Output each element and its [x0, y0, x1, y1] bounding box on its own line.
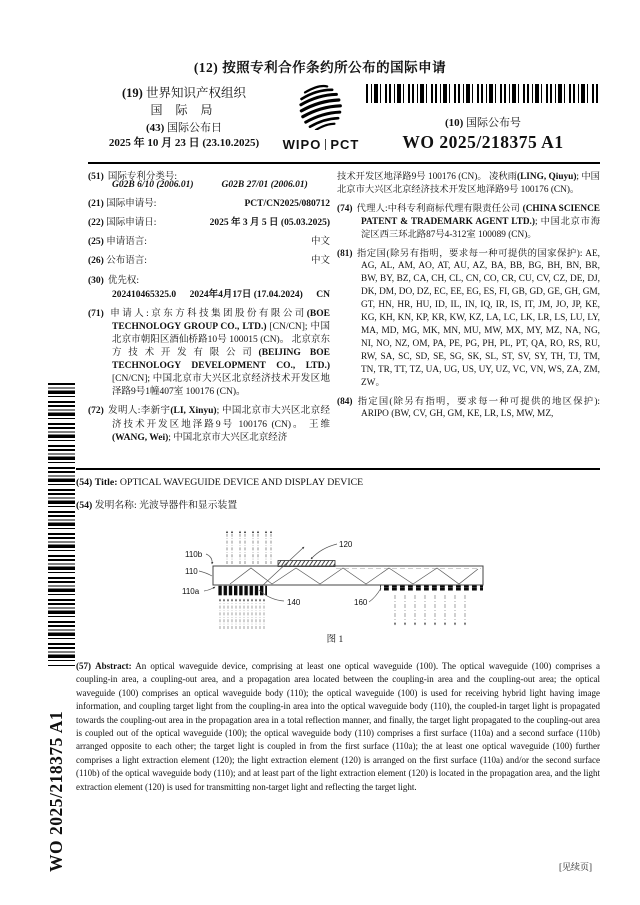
org-block	[84, 85, 284, 151]
agent-address: ; 中国北京市海淀区西三环北路87号4-312室 100089 (CN)。	[361, 216, 600, 240]
ipc-class-1: G02B 6/10 (2006.01)	[112, 180, 194, 191]
org-name-line	[84, 85, 284, 102]
pub-lang-value: 中文	[310, 256, 330, 267]
pub-no-value: WO 2025/218375 A1	[402, 132, 564, 152]
pub-lang-label-line	[88, 255, 147, 268]
pub-lang-label: 公布语言:	[106, 256, 147, 267]
figure-caption: 图 1	[326, 635, 344, 645]
waveguide-body	[213, 566, 483, 585]
field-application-number	[88, 198, 330, 211]
field-inventors	[88, 405, 330, 444]
label-160: 160	[354, 598, 368, 607]
wipo-logo-icon	[293, 84, 349, 130]
field-number-57: (57)	[76, 661, 91, 671]
designated-regions-label: 指定国(除另有指明，要求每一种可提供的地区保护):	[356, 396, 600, 407]
biblio-column-left	[88, 171, 330, 451]
field-agent	[337, 203, 600, 242]
abstract-text: An optical waveguide device, comprising at least one optical waveguide (100). The optical waveguide (100) comprises a coupling-in area, a coupling-out area, and a propagation area located between the coupling-in area and the coupling-out area; the optical waveguide (100) comprises an optical waveguide body (110); the optical waveguide (100) is used for receiving hybrid light having image information, and coupling target light from the coupling-in area into the optical waveguide body (110), the coupled-in target light is propagated towards the coupling-out area in the propagation area in a total reflection manner, and finally, the target light propagated to the coupling-out area is coupled out of the optical waveguide (100); the optical waveguide body (110) comprises a first surface (110a) and a second surface (110b) arranged opposite to each other; the target light is coupled in from the first surface (110a); the at least one optical waveguide (100) further comprises a light extraction element (120); the light extraction element (120) is arranged on the first surface (110a) and/or the second surface (110b) of the optical waveguide body (110); and at least part of the light extraction element (120) is located in the propagation area, and the light extraction element (120) is used for transmitting non-target light and reflecting the target light.	[76, 661, 600, 792]
label-120: 120	[339, 540, 353, 549]
field-number-10: (10)	[444, 117, 464, 129]
ipc-label: 国际专利分类号:	[107, 172, 177, 182]
doc-kind-text: 按照专利合作条约所公布的国际申请	[222, 60, 447, 75]
field-number-30: (30)	[88, 275, 104, 286]
inventor-name-en-2: (WANG, Wei)	[112, 432, 169, 443]
priority-country: CN	[316, 289, 330, 300]
designated-regions-list: ARIPO (BW, CV, GH, GM, KE, LR, LS, MW, MZ,	[361, 409, 554, 420]
field-designated-regions	[337, 396, 600, 422]
input-light-rays-bottom	[220, 599, 264, 629]
logo-pct-text: PCT	[330, 137, 360, 152]
output-light-rays	[395, 595, 465, 625]
title-divider	[76, 468, 600, 470]
field-number-26: (26)	[88, 256, 104, 267]
title-chinese-line	[76, 497, 600, 511]
field-number-51: (51)	[88, 172, 104, 182]
transmitted-light-rays-top	[227, 531, 271, 564]
pub-date-label-line	[84, 121, 284, 136]
label-140: 140	[287, 598, 301, 607]
inventor-name-zh-1: 李新宇	[140, 406, 171, 417]
field-number-84: (84)	[337, 396, 353, 407]
biblio-column-right	[337, 171, 600, 427]
agent-label: 代理人:	[356, 203, 388, 214]
filing-lang-label-line	[88, 236, 147, 249]
priority-number: 202410465325.0	[112, 289, 177, 300]
field-number-74: (74)	[337, 203, 353, 214]
logo-wordmark	[278, 137, 364, 152]
filing-date-value: 2025 年 3 月 5 日 (05.03.2025)	[209, 218, 330, 229]
field-number-72: (72)	[88, 406, 104, 417]
filing-lang-value: 中文	[310, 237, 330, 248]
field-filing-date	[88, 217, 330, 230]
agent-name-en: (CHINA SCIENCE PATENT & TRADEMARK AGENT LTD.)	[361, 203, 600, 227]
abstract-label: Abstract:	[95, 661, 132, 671]
field-number-81: (81)	[337, 248, 353, 259]
inventor-address-1: ; 中国北京市大兴区北京经济技术开发区地泽路9号 100176 (CN)。 王维	[112, 406, 330, 430]
inventor-name-en-3: (LING, Qiuyu)	[516, 172, 577, 182]
field-number-43: (43)	[145, 122, 165, 135]
title-zh-label: 发明名称:	[94, 500, 137, 511]
priority-values	[88, 289, 330, 302]
inventor-cont-address: 技术开发区地泽路9号 100176 (CN)。 凌秋雨	[337, 172, 517, 182]
org-bureau: 国 际 局	[150, 102, 218, 117]
filing-date-label-line	[88, 217, 156, 230]
agent-name-zh: 中科专利商标代理有限责任公司	[387, 203, 523, 214]
priority-date: 2024年4月17日 (17.04.2024)	[189, 289, 303, 300]
field-number-21: (21)	[88, 199, 104, 210]
app-no-label-line	[88, 198, 156, 211]
outcoupling-grating	[380, 586, 483, 591]
pub-no-label: 国际公布号	[466, 117, 522, 129]
label-110a: 110a	[182, 587, 200, 596]
label-110b: 110b	[185, 550, 203, 559]
app-no-value: PCT/CN2025/080712	[244, 199, 330, 210]
logo-separator	[325, 139, 326, 150]
applicant-address-1: [CN/CN]; 中国北京市朝阳区酒仙桥路10号 100015 (CN)。 北京京东方技术开发有限公司	[112, 321, 330, 359]
field-filing-language	[88, 236, 330, 249]
designated-states-list: AE, AG, AL, AM, AO, AT, AU, AZ, BA, BB, BG, BH, BN, BR, BW, BY, BZ, CA, CH, CL, CN, CO, CR, CU, CV, CZ, DE, DJ, DK, DM, DO, DZ, EC, EE, EG, ES, FI, GB, GD, GE, GH, GM, GT, HN, HR, HU, ID, IL, IN, IQ, IR, IS, IT, JM, JO, JP, KE, KG, KH, KN, KP, KR, KW, KZ, LA, LC, LK, LR, LS, LU, LY, MA, MD, MG, MK, MN, MU, MW, MX, MY, MZ, NA, NG, NI, NO, NZ, OM, PA, PE, PG, PH, PL, PT, QA, RO, RS, RU, RW, SA, SC, SD, SE, SG, SK, SL, ST, SV, SY, TH, TJ, TM, TN, TR, TT, TZ, UA, UG, US, UY, UZ, VC, VN, WS, ZA, ZM, ZW。	[361, 248, 600, 388]
inventor-address-3: ; 中国北京市大兴区北京经济技术开发区地泽路9号 100176 (CN)。	[337, 172, 600, 195]
applicant-label: 申请人:	[107, 308, 149, 319]
pub-date-label: 国际公布日	[167, 122, 223, 135]
field-number-12: (12)	[193, 60, 219, 75]
pub-no-vertical: WO 2025/218375 A1	[46, 710, 66, 872]
label-110: 110	[185, 567, 198, 576]
field-publication-language	[88, 255, 330, 268]
applicant-name-en-2: (BEIJING BOE TECHNOLOGY DEVELOPMENT CO., LTD.)	[112, 348, 330, 372]
field-number-25: (25)	[88, 237, 104, 248]
title-zh-value: 光波导器件和显示装置	[139, 500, 238, 511]
title-en-label: Title:	[94, 477, 118, 488]
header-divider	[88, 162, 600, 164]
pub-date-value: 2025 年 10 月 23 日 (23.10.2025)	[108, 136, 260, 149]
logo-wipo-text: WIPO	[282, 137, 322, 152]
title-en-value: OPTICAL WAVEGUIDE DEVICE AND DISPLAY DEVICE	[119, 477, 364, 488]
filing-lang-label: 申请语言:	[106, 237, 147, 248]
field-number-54-zh: (54)	[76, 500, 93, 511]
ipc-values	[88, 179, 330, 192]
app-no-label: 国际申请号:	[106, 199, 157, 210]
doc-kind-line	[0, 56, 640, 76]
abstract-block	[76, 660, 600, 794]
designated-states-label: 指定国(除另有指明，要求每一种可提供的国家保护):	[356, 248, 586, 259]
inventors-continuation	[337, 171, 600, 197]
inventors-label: 发明人:	[107, 406, 141, 417]
barcode-left	[48, 383, 75, 666]
title-english-line	[76, 477, 600, 488]
applicant-name-en-1: (BOE TECHNOLOGY GROUP CO., LTD.)	[112, 308, 330, 332]
inventor-name-en-1: (LI, Xinyu)	[170, 406, 217, 417]
field-number-54-en: (54)	[76, 477, 93, 488]
field-number-19: (19)	[122, 86, 143, 100]
priority-label: 优先权:	[107, 275, 139, 286]
barcode-top	[366, 84, 600, 103]
field-number-22: (22)	[88, 218, 104, 229]
applicant-address-2: [CN/CN]; 中国北京市大兴区北京经济技术开发区地泽路9号1幢407室 100176 (CN)。	[112, 374, 330, 398]
inventor-address-2: ; 中国北京市大兴区北京经济	[168, 432, 288, 443]
applicant-name-zh-1: 京东方科技集团股份有限公司	[148, 308, 307, 319]
figure-1	[168, 518, 502, 646]
field-designated-states	[337, 248, 600, 390]
org-name: 世界知识产权组织	[145, 86, 246, 100]
ipc-class-2: G02B 27/01 (2006.01)	[221, 180, 308, 191]
filing-date-label: 国际申请日:	[106, 218, 157, 229]
continuation-note: [见续页]	[559, 862, 592, 872]
field-number-71: (71)	[88, 308, 104, 319]
publication-number-block	[366, 84, 600, 153]
field-applicant	[88, 308, 330, 400]
logo-block	[278, 84, 364, 152]
pub-no-label-line	[366, 114, 600, 130]
field-priority	[88, 275, 330, 288]
waveguide-diagram	[168, 518, 502, 646]
